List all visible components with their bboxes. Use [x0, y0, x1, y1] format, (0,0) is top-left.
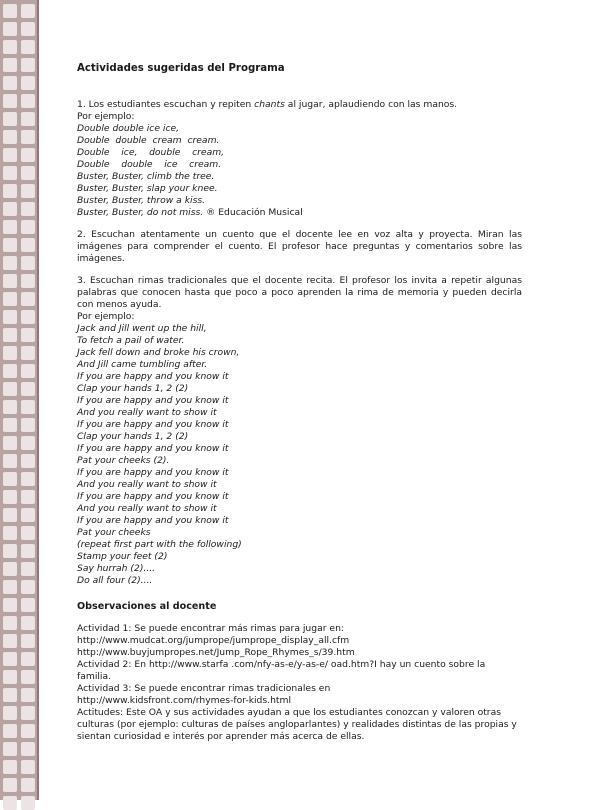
activity-1-intro-suffix: al jugar, aplaudiendo con las manos. — [284, 99, 458, 110]
margin-square — [3, 364, 17, 378]
observation-line: http://www.kidsfront.com/rhymes-for-kids.html — [77, 695, 292, 706]
chant-line: Double double ice cream. — [77, 159, 222, 170]
margin-square — [3, 148, 17, 162]
margin-square — [3, 436, 17, 450]
activity-2 — [77, 229, 522, 265]
margin-square — [21, 526, 35, 540]
margin-square — [21, 490, 35, 504]
margin-square — [21, 166, 35, 180]
margin-square — [3, 724, 17, 738]
rhyme-line: Jack and Jill went up the hill, — [77, 323, 207, 334]
margin-square — [3, 382, 17, 396]
margin-square — [3, 310, 17, 324]
chant-line: Buster, Buster, slap your knee. — [77, 183, 218, 194]
observation-line: http://www.buyjumpropes.net/Jump_Rope_Rhymes_s/39.htm — [77, 647, 355, 658]
margin-square — [3, 130, 17, 144]
margin-square — [3, 796, 17, 810]
margin-square — [3, 202, 17, 216]
margin-square — [21, 706, 35, 720]
margin-square — [3, 616, 17, 630]
margin-square — [21, 724, 35, 738]
decorative-margin-strip — [0, 0, 38, 800]
margin-square — [21, 778, 35, 792]
rhyme-line: Say hurrah (2).... — [77, 563, 156, 574]
margin-square — [21, 562, 35, 576]
margin-square — [21, 4, 35, 18]
margin-square — [3, 94, 17, 108]
rhyme-line: And you really want to show it — [77, 407, 217, 418]
chant-line: Buster, Buster, throw a kiss. — [77, 195, 206, 206]
margin-square — [3, 418, 17, 432]
margin-square — [3, 706, 17, 720]
rhyme-line: And you really want to show it — [77, 503, 217, 514]
margin-square — [21, 40, 35, 54]
margin-square — [21, 670, 35, 684]
margin-square — [21, 508, 35, 522]
rhyme-line: If you are happy and you know it — [77, 443, 229, 454]
rhyme-line: Jack fell down and broke his crown, — [77, 347, 240, 358]
margin-square — [3, 256, 17, 270]
page-title: Actividades sugeridas del Programa — [77, 63, 285, 74]
margin-square — [3, 22, 17, 36]
margin-square — [21, 418, 35, 432]
margin-square — [3, 292, 17, 306]
observaciones-heading: Observaciones al docente — [77, 601, 217, 612]
rhyme-line: Pat your cheeks — [77, 527, 151, 538]
margin-square — [3, 778, 17, 792]
margin-square — [3, 238, 17, 252]
margin-square — [3, 274, 17, 288]
margin-square — [21, 94, 35, 108]
margin-square — [21, 292, 35, 306]
margin-square — [21, 112, 35, 126]
margin-square — [3, 400, 17, 414]
margin-square — [3, 526, 17, 540]
rhyme-line: Clap your hands 1, 2 (2) — [77, 431, 189, 442]
margin-square — [3, 580, 17, 594]
margin-square — [3, 76, 17, 90]
rhyme-line: Pat your cheeks (2). — [77, 455, 170, 466]
margin-square — [3, 328, 17, 342]
margin-square — [21, 346, 35, 360]
rhyme-line: If you are happy and you know it — [77, 515, 229, 526]
rhyme-line: If you are happy and you know it — [77, 467, 229, 478]
margin-square — [21, 130, 35, 144]
observaciones-closing: Actitudes: Este OA y sus actividades ayudan a que los estudiantes conozcan y valoren otras culturas (por ejemplo: culturas de países angloparlantes) y realidades distintas de las propias y sientan curiosidad e interés por aprender más acerca de ellas. — [77, 707, 517, 742]
margin-square — [3, 4, 17, 18]
rhyme-line: Clap your hands 1, 2 (2) — [77, 383, 189, 394]
margin-square — [21, 796, 35, 810]
margin-square — [3, 688, 17, 702]
margin-square — [21, 436, 35, 450]
observaciones-section — [77, 601, 522, 743]
rhyme-line: If you are happy and you know it — [77, 371, 229, 382]
margin-square — [21, 598, 35, 612]
observaciones-lines — [77, 623, 522, 707]
rhyme-line: Do all four (2).... — [77, 575, 153, 586]
margin-square — [21, 742, 35, 756]
margin-square — [21, 364, 35, 378]
margin-square — [21, 400, 35, 414]
chant-line: Double ice, double cream, — [77, 147, 225, 158]
margin-square — [3, 544, 17, 558]
margin-square — [3, 742, 17, 756]
margin-square — [21, 22, 35, 36]
margin-square — [21, 760, 35, 774]
margin-square — [21, 652, 35, 666]
margin-square — [21, 238, 35, 252]
margin-square — [3, 166, 17, 180]
activity-1-intro-prefix: 1. Los estudiantes escuchan y repiten — [77, 99, 255, 110]
margin-square — [3, 220, 17, 234]
margin-square — [21, 274, 35, 288]
activity-2-text: 2. Escuchan atentamente un cuento que el docente lee en voz alta y proyecta. Miran las imágenes para comprender el cuento. El profesor hace preguntas y comentarios sobre las imágenes. — [77, 229, 522, 264]
rhyme-line: If you are happy and you know it — [77, 491, 229, 502]
chant-line: Buster, Buster, climb the tree. — [77, 171, 215, 182]
observation-line: Actividad 3: Se puede encontrar rimas tradicionales en — [77, 683, 331, 694]
margin-square — [3, 634, 17, 648]
rhyme-line: And Jill came tumbling after. — [77, 359, 208, 370]
margin-square — [21, 454, 35, 468]
margin-square — [3, 472, 17, 486]
observation-line: Actividad 1: Se puede encontrar más rimas para jugar en: — [77, 623, 344, 634]
rhyme-line: If you are happy and you know it — [77, 419, 229, 430]
margin-square — [3, 58, 17, 72]
activity-3-example-label: Por ejemplo: — [77, 311, 135, 322]
document-page — [77, 62, 522, 743]
margin-square — [3, 670, 17, 684]
margin-square — [21, 544, 35, 558]
activity-1-intro-emphasis: chants — [254, 99, 285, 110]
margin-square — [3, 184, 17, 198]
margin-square — [3, 346, 17, 360]
margin-edge-line — [37, 0, 39, 800]
chant-line: Double double ice ice, — [77, 123, 180, 134]
margin-square — [21, 148, 35, 162]
activity-1-example-label: Por ejemplo: — [77, 111, 135, 122]
rhyme-lines — [77, 323, 522, 587]
chant-line: Double double cream cream. — [77, 135, 220, 146]
activity-3-text: 3. Escuchan rimas tradicionales que el docente recita. El profesor los invita a repetir algunas palabras que conocen hasta que poco a poco aprenden la rima de memoria y pueden decirla con menos ayuda. — [77, 275, 522, 310]
margin-square — [3, 760, 17, 774]
rhyme-line: Stamp your feet (2) — [77, 551, 168, 562]
margin-square — [21, 310, 35, 324]
margin-square — [3, 40, 17, 54]
activity-1 — [77, 99, 522, 219]
margin-square — [3, 652, 17, 666]
margin-square — [3, 454, 17, 468]
margin-square — [21, 472, 35, 486]
margin-square — [21, 220, 35, 234]
margin-square — [21, 616, 35, 630]
margin-square — [3, 112, 17, 126]
margin-square — [3, 490, 17, 504]
margin-square — [21, 58, 35, 72]
chant-line: Buster, Buster, do not miss. — [77, 207, 204, 218]
activity-3 — [77, 275, 522, 587]
rhyme-line: If you are happy and you know it — [77, 395, 229, 406]
observation-line: Actividad 2: En http://www.starfa .com/nfy-as-e/y-as-e/ oad.htm?I hay un cuento sobre la familia. — [77, 659, 486, 682]
activity-1-intro — [77, 99, 522, 111]
margin-square — [21, 256, 35, 270]
margin-square — [21, 382, 35, 396]
margin-square — [3, 562, 17, 576]
margin-square — [21, 76, 35, 90]
margin-square — [21, 184, 35, 198]
margin-square — [21, 328, 35, 342]
margin-square — [3, 598, 17, 612]
rhyme-line: To fetch a pail of water. — [77, 335, 185, 346]
margin-square — [21, 688, 35, 702]
chant-line-with-source — [77, 207, 522, 219]
rhyme-line: And you really want to show it — [77, 479, 217, 490]
margin-square — [3, 508, 17, 522]
margin-square — [21, 634, 35, 648]
source-credit: ® Educación Musical — [203, 207, 303, 218]
margin-square — [21, 202, 35, 216]
observation-line: http://www.mudcat.org/jumprope/jumprope_display_all.cfm — [77, 635, 350, 646]
rhyme-line: (repeat first part with the following) — [77, 539, 242, 550]
margin-square — [21, 580, 35, 594]
